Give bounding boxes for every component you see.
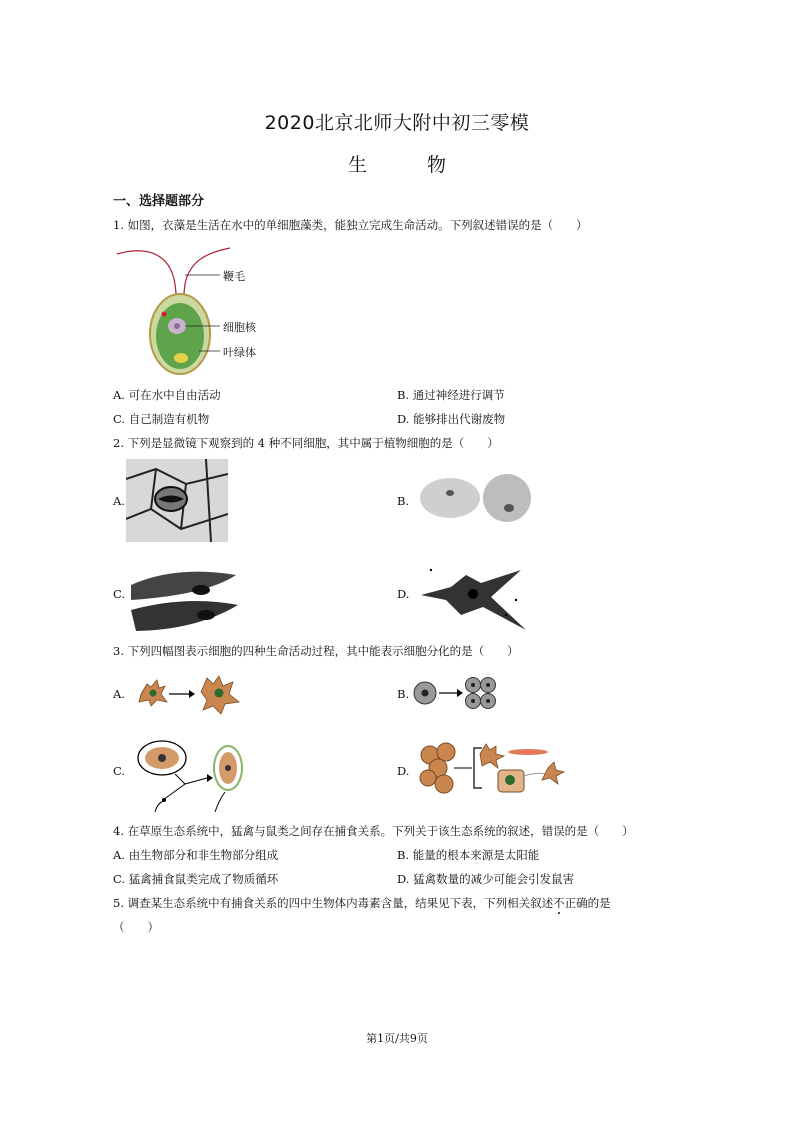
question-5-answer-blank: （ ） xyxy=(113,920,159,934)
fertilization-figure xyxy=(135,738,247,812)
cell-division-figure xyxy=(411,676,497,710)
chlamydomonas-figure xyxy=(115,244,285,380)
question-5-emphasis: 不 xyxy=(553,896,565,910)
label-chloroplast: 叶绿体 xyxy=(223,346,256,359)
q2-option-d[interactable]: D. xyxy=(397,587,410,601)
question-5-stem xyxy=(113,895,611,911)
subject-left: 生 xyxy=(347,154,367,176)
q2-option-c[interactable]: C. xyxy=(113,587,126,601)
micrograph-d xyxy=(411,555,529,637)
q4-option-c[interactable]: C. 猛禽捕食鼠类完成了物质循环 xyxy=(113,872,279,886)
q2-option-b[interactable]: B. xyxy=(397,494,410,508)
page-footer: 第1页/共9页 xyxy=(366,1032,428,1045)
question-5-stem-after: 正确的是 xyxy=(564,896,611,910)
q4-option-a[interactable]: A. 由生物部分和非生物部分组成 xyxy=(113,848,279,862)
question-2-stem: 2. 下列是显微镜下观察到的 4 种不同细胞，其中属于植物细胞的是（ ） xyxy=(113,436,499,450)
question-5-stem-before: 5. 调查某生态系统中有捕食关系的四中生物体内毒素含量，结果见下表，下列相关叙述 xyxy=(113,896,554,910)
micrograph-a xyxy=(126,459,228,542)
cell-growth-figure xyxy=(133,672,243,716)
micrograph-c xyxy=(126,555,242,637)
question-1-stem: 1. 如图，衣藻是生活在水中的单细胞藻类，能独立完成生命活动。下列叙述错误的是（ ） xyxy=(113,218,588,232)
page-title: 2020北京北师大附中初三零模 xyxy=(264,112,530,134)
q4-option-d[interactable]: D. 猛禽数量的减少可能会引发鼠害 xyxy=(397,872,575,886)
q3-option-a[interactable]: A. xyxy=(113,687,125,701)
q1-option-a[interactable]: A. 可在水中自由活动 xyxy=(113,388,221,402)
q2-option-a[interactable]: A. xyxy=(113,494,125,508)
section-title: 一、选择题部分 xyxy=(113,194,205,209)
q1-option-b[interactable]: B. 通过神经进行调节 xyxy=(397,388,505,402)
q3-option-c[interactable]: C. xyxy=(113,764,126,778)
subject-title xyxy=(0,150,794,177)
cell-differentiation-figure xyxy=(416,740,566,798)
q1-option-c[interactable]: C. 自己制造有机物 xyxy=(113,412,210,426)
micrograph-b xyxy=(412,468,532,528)
q3-option-d[interactable]: D. xyxy=(397,764,410,778)
q3-option-b[interactable]: B. xyxy=(397,687,410,701)
subject-right: 物 xyxy=(427,154,447,176)
label-nucleus: 细胞核 xyxy=(223,321,256,334)
question-4-stem: 4. 在草原生态系统中，猛禽与鼠类之间存在捕食关系。下列关于该生态系统的叙述，错误的是（ ） xyxy=(113,824,634,838)
label-flagellum: 鞭毛 xyxy=(223,270,245,283)
q4-option-b[interactable]: B. 能量的根本来源是太阳能 xyxy=(397,848,540,862)
q1-option-d[interactable]: D. 能够排出代谢废物 xyxy=(397,412,506,426)
question-3-stem: 3. 下列四幅图表示细胞的四种生命活动过程，其中能表示细胞分化的是（ ） xyxy=(113,644,519,658)
